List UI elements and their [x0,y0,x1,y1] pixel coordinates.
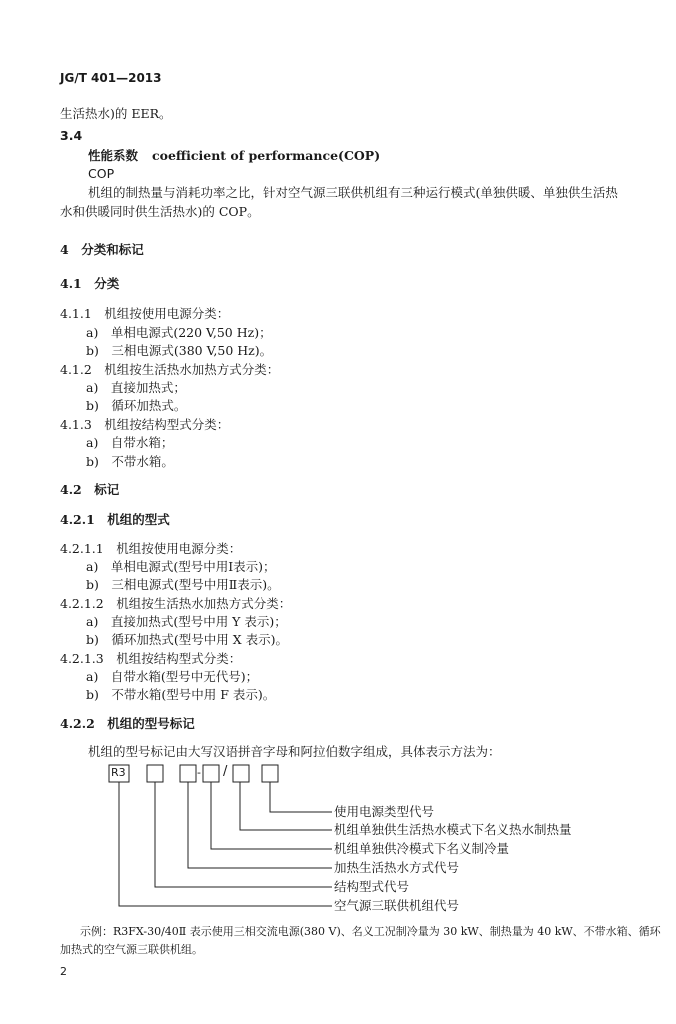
term-abbr: COP [88,166,115,181]
box-power [262,765,278,782]
list-item: b) 循环加热式。 [86,398,187,413]
list-item: b) 不带水箱。 [86,454,174,469]
diagram-label-cooling: 机组单独供冷模式下名义制冷量 [334,841,510,856]
section-4-1: 4.1 分类 [60,276,120,291]
diagram-label-structure: 结构型式代号 [334,879,410,894]
diagram-label-power: 使用电源类型代号 [334,804,435,819]
section-4: 4 分类和标记 [60,242,144,257]
section-4-2-1-3: 4.2.1.3 机组按结构型式分类： [60,651,242,666]
box-hotwater [233,765,249,782]
section-4-2-1: 4.2.1 机组的型式 [60,512,170,527]
list-item: a) 单相电源式(220 V,50 Hz)； [86,325,272,340]
leader-line [211,782,332,849]
leader-line [188,782,332,868]
leader-line [155,782,332,887]
paragraph-line: 机组的型号标记由大写汉语拼音字母和阿拉伯数字组成，具体表示方法为： [88,744,501,759]
term-cn: 性能系数 [88,148,139,163]
section-4-2-1-2: 4.2.1.2 机组按生活热水加热方式分类： [60,596,292,611]
diagram-dash: - [197,766,201,779]
leader-line [270,782,332,812]
box-heating [180,765,196,782]
leader-line [119,782,332,906]
list-item: b) 三相电源式(380 V,50 Hz)。 [86,343,273,358]
definition-line-2: 水和供暖同时供生活热水)的 COP。 [60,204,260,219]
section-4-1-2: 4.1.2 机组按生活热水加热方式分类： [60,362,280,377]
example-line-2: 加热式的空气源三联供机组。 [60,943,203,956]
term-en: coefficient of performance(COP) [152,148,381,163]
section-3-4: 3.4 [60,128,83,143]
box-r3-label: R3 [111,766,126,779]
section-4-1-3: 4.1.3 机组按结构型式分类： [60,417,230,432]
list-item: b) 循环加热式(型号中用 X 表示)。 [86,632,288,647]
section-4-2-2: 4.2.2 机组的型号标记 [60,716,195,731]
list-item: a) 自带水箱； [86,435,174,450]
diagram-label-unit: 空气源三联供机组代号 [334,898,460,913]
doc-number: JG/T 401—2013 [60,71,162,85]
diagram-label-heating: 加热生活热水方式代号 [334,860,460,875]
list-item: a) 直接加热式(型号中用 Y 表示)； [86,614,287,629]
list-item: a) 直接加热式； [86,380,186,395]
paragraph-line: 生活热水)的 EER。 [60,106,172,121]
list-item: b) 不带水箱(型号中用 F 表示)。 [86,687,276,702]
example-line-1: 示例：R3FX-30/40Ⅱ 表示使用三相交流电源(380 V)、名义工况制冷量为 30 kW、制热量为 40 kW、不带水箱、循环 [80,925,661,938]
leader-line [240,782,332,830]
list-item: a) 自带水箱(型号中无代号)； [86,669,259,684]
section-4-2: 4.2 标记 [60,482,120,497]
section-4-1-1: 4.1.1 机组按使用电源分类： [60,306,230,321]
section-4-2-1-1: 4.2.1.1 机组按使用电源分类： [60,541,242,556]
page-number: 2 [60,965,67,978]
list-item: a) 单相电源式(型号中用Ⅰ表示)； [86,559,276,574]
definition-line-1: 机组的制热量与消耗功率之比，针对空气源三联供机组有三种运行模式(单独供暖、单独供生活热 [88,185,618,200]
list-item: b) 三相电源式(型号中用Ⅱ表示)。 [86,577,280,592]
box-structure [147,765,163,782]
box-cooling [203,765,219,782]
diagram-slash: / [223,764,228,779]
diagram-label-hotwater: 机组单独供生活热水模式下名义热水制热量 [334,822,572,837]
